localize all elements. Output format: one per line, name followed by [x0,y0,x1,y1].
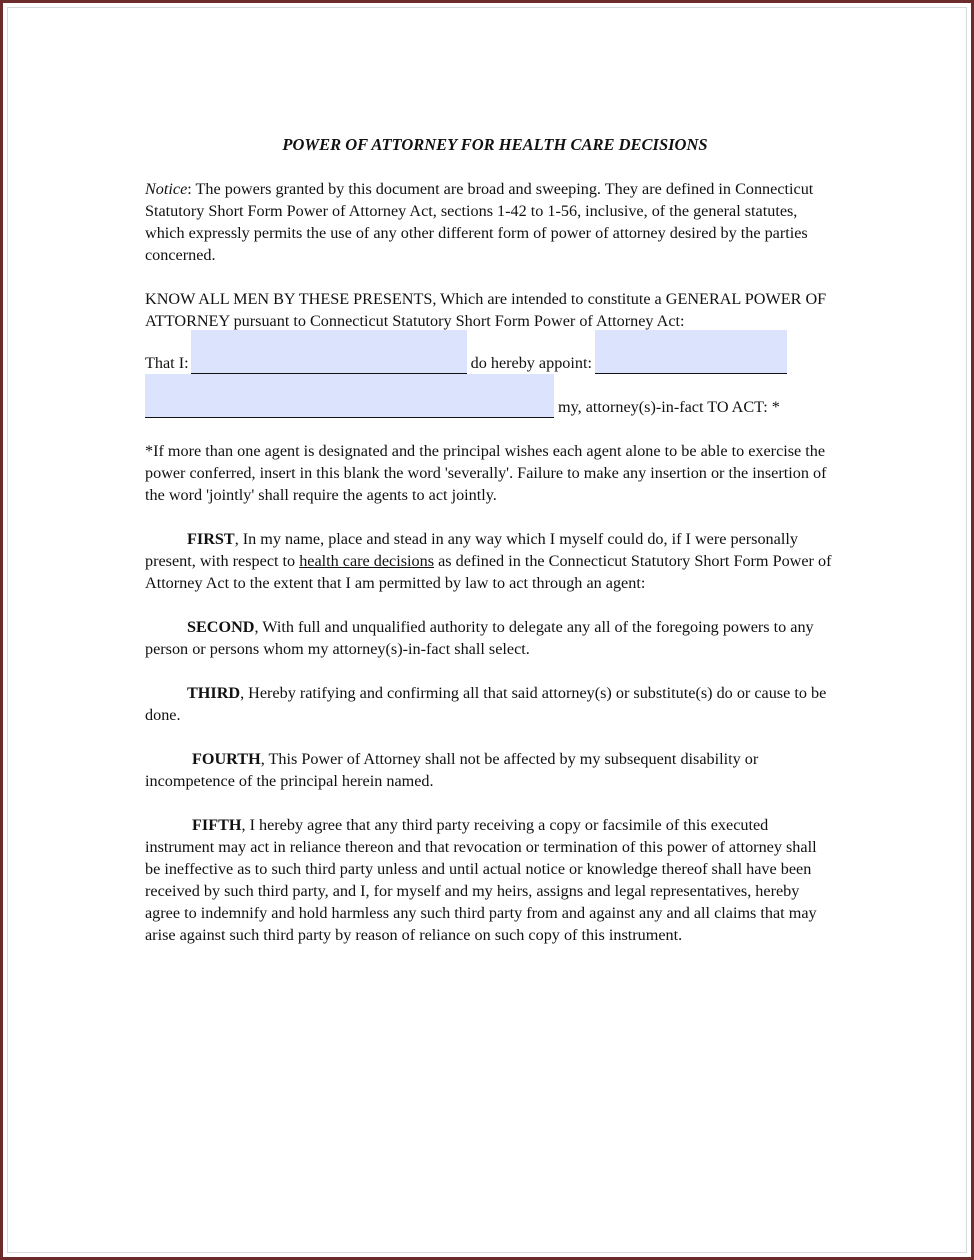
second-heading: SECOND [187,618,255,636]
fourth-heading: FOURTH [192,750,261,768]
fifth-paragraph [145,814,835,946]
document-content [145,134,835,968]
principal-row [145,330,835,374]
first-text-before: , In my name, place and stead in any way which I myself could do, if I were personally present, with respect to [145,530,798,570]
attorney-in-fact-label: my, attorney(s)-in-fact TO ACT: * [558,398,780,416]
third-text: , Hereby ratifying and confirming all that said attorney(s) or substitute(s) do or cause to be done. [145,684,827,724]
first-paragraph [145,528,835,594]
that-i-label: That I: [145,354,189,372]
notice-paragraph [145,178,835,266]
document-title: POWER OF ATTORNEY FOR HEALTH CARE DECISIONS [282,135,708,154]
first-underlined-term: health care decisions [299,552,435,570]
second-paragraph [145,616,835,660]
third-paragraph [145,682,835,726]
fourth-paragraph [145,748,835,792]
fourth-text: , This Power of Attorney shall not be affected by my subsequent disability or incompetence of the principal herein named. [145,750,759,790]
fifth-text: , I hereby agree that any third party receiving a copy or facsimile of this executed instrument may act in reliance thereon and that revocation or termination of this power of attorney shall be ineffective as to such third party unless and until actual notice or knowledge thereof shall have been received by such third party, and I, for myself and my heirs, assigns and legal representatives, hereby agree to indemnify and hold harmless any such third party from and against any and all claims that may arise against such third party by reason of reliance on such copy of this instrument. [145,816,817,944]
know-all-paragraph: KNOW ALL MEN BY THESE PRESENTS, Which are intended to constitute a GENERAL POWER OF ATTORNEY pursuant to Connecticut Statutory Short Form Power of Attorney Act: [145,290,827,330]
second-text: , With full and unqualified authority to delegate any all of the foregoing powers to any person or persons whom my attorney(s)-in-fact shall select. [145,618,814,658]
agent-row [145,374,835,418]
agent-name-continued-field[interactable] [145,374,554,418]
first-heading: FIRST [187,530,235,548]
notice-label: Notice [145,180,188,198]
first-text-after: as defined in the Connecticut Statutory Short Form Power of Attorney Act to the extent that I am permitted by law to act through an agent: [145,552,832,592]
notice-text: : The powers granted by this document are broad and sweeping. They are defined in Connecticut Statutory Short Form Power of Attorney Act, sections 1-42 to 1-56, inclusive, of the general statutes, which expressly permits the use of any other different form of power of attorney desired by the parties concerned. [145,180,814,264]
appoint-label: do hereby appoint: [470,354,592,372]
principal-name-field[interactable] [191,330,467,374]
footnote-paragraph: *If more than one agent is designated and the principal wishes each agent alone to be able to exercise the power conferred, insert in this blank the word 'severally'. Failure to make any insertion or the insertion of the word 'jointly' shall require the agents to act jointly. [145,442,827,504]
agent-name-field[interactable] [595,330,787,374]
third-heading: THIRD [187,684,241,702]
fifth-heading: FIFTH [192,816,242,834]
